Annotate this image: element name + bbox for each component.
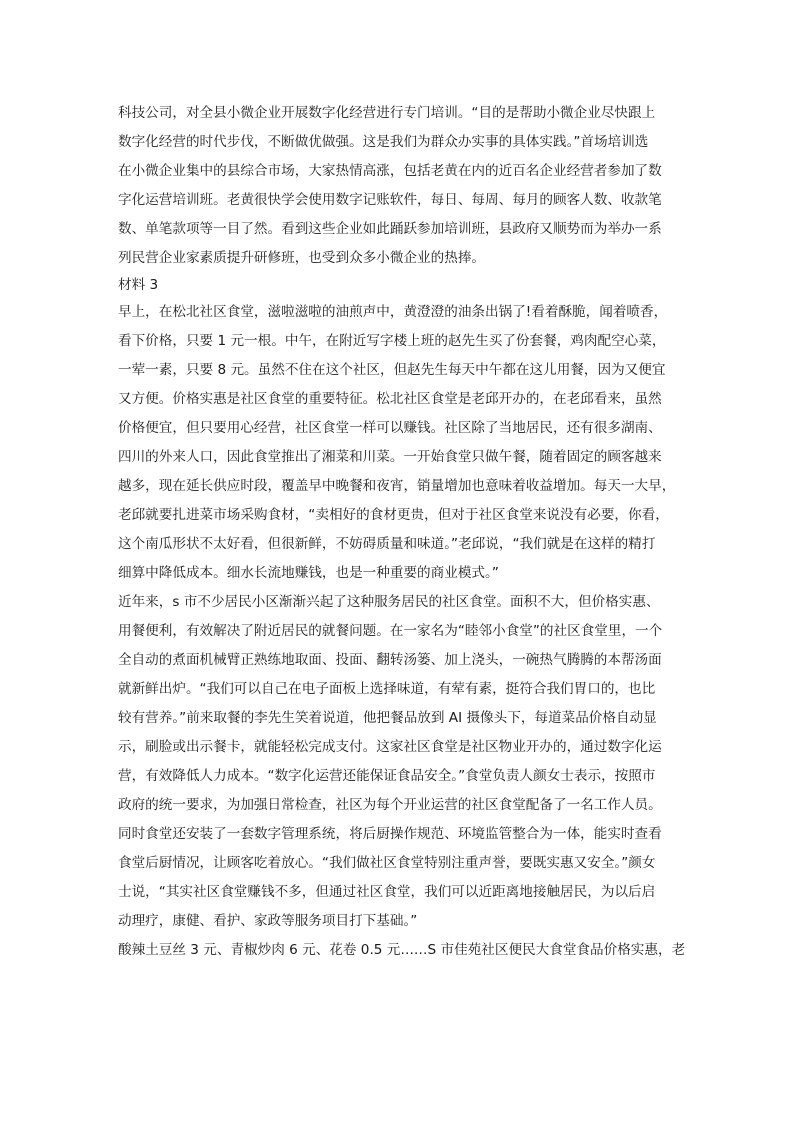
paragraph-line: 示，刷脸或出示餐卡，就能轻松完成支付。这家社区食堂是社区物业开办的，通过数字化运	[118, 739, 662, 755]
paragraph-line: 较有营养。”前来取餐的李先生笑着说道，他把餐品放到 AI 摄像头下，每道菜品价格自动显	[118, 710, 657, 726]
paragraph-line: 政府的统一要求，为加强日常检查，社区为每个开业运营的社区食堂配备了一名工作人员。	[118, 797, 662, 813]
paragraph-line: 四川的外来人口，因此食堂推出了湘菜和川菜。一开始食堂只做午餐，随着固定的顾客越来	[118, 449, 662, 465]
paragraph-line: 数字化经营的时代步伐，不断做优做强。这是我们为群众办实事的具体实践。”首场培训选	[118, 134, 649, 150]
paragraph-line: 一荤一素，只要 8 元。虽然不住在这个社区，但赵先生每天中午都在这儿用餐，因为又便宜	[118, 362, 666, 378]
paragraph-line: 细算中降低成本。细水长流地赚钱，也是一种重要的商业模式。”	[118, 565, 499, 581]
paragraph-line: 老邱就要扎进菜市场采购食材，“卖相好的食材更贵，但对于社区食堂来说没有必要，你看，	[118, 507, 669, 523]
section-heading: 材料 3	[118, 277, 159, 293]
paragraph-line: 就新鲜出炉。“我们可以自己在电子面板上选择味道，有荤有素，挺符合我们胃口的，也比	[118, 681, 656, 697]
paragraph-line: 营，有效降低人力成本。“数字化运营还能保证食品安全。”食堂负责人颜女士表示，按照市	[118, 768, 656, 784]
paragraph-line: 列民营企业家素质提升研修班，也受到众多小微企业的热捧。	[118, 250, 486, 266]
paragraph-line: 科技公司，对全县小微企业开展数字化经营进行专门培训。“目的是帮助小微企业尽快跟上	[118, 105, 656, 121]
paragraph-line: 酸辣土豆丝 3 元、青椒炒肉 6 元、花卷 0.5 元……S 市佳苑社区便民大食堂食品价格实惠，老	[118, 942, 686, 958]
paragraph-line: 同时食堂还安装了一套数字管理系统，将后厨操作规范、环境监管整合为一体，能实时查看	[118, 826, 662, 842]
paragraph-line: 这个南瓜形状不太好看，但很新鲜，不妨碍质量和味道。”老邱说，“我们就是在这样的精打	[118, 536, 656, 552]
paragraph-line: 又方便。价格实惠是社区食堂的重要特征。松北社区食堂是老邱开办的，在老邱看来，虽然	[118, 391, 662, 407]
paragraph-line: 在小微企业集中的县综合市场，大家热情高涨，包括老黄在内的近百名企业经营者参加了数	[118, 163, 662, 179]
paragraph-line: 字化运营培训班。老黄很快学会使用数字记账软件，每日、每周、每月的顾客人数、收款笔	[118, 192, 662, 208]
paragraph-line: 数、单笔款项等一目了然。看到这些企业如此踊跃参加培训班，县政府又顺势而为举办一系	[118, 221, 662, 237]
paragraph-line: 价格便宜，但只要用心经营，社区食堂一样可以赚钱。社区除了当地居民，还有很多湖南、	[118, 420, 662, 436]
paragraph-line: 近年来，s 市不少居民小区渐渐兴起了这种服务居民的社区食堂。面积不大，但价格实惠、	[118, 594, 660, 610]
paragraph-line: 士说，“其实社区食堂赚钱不多，但通过社区食堂，我们可以近距离地接触居民，为以后启	[118, 884, 656, 900]
paragraph-line: 越多，现在延长供应时段，覆盖早中晚餐和夜宵，销量增加也意味着收益增加。每天一大早，	[118, 478, 676, 494]
paragraph-line: 全自动的煮面机械臂正熟练地取面、投面、翻转汤篓、加上浇头，一碗热气腾腾的本帮汤面	[118, 652, 662, 668]
paragraph-line: 早上，在松北社区食堂，滋啦滋啦的油煎声中，黄澄澄的油条出锅了!看着酥脆，闻着喷香，	[118, 304, 668, 320]
paragraph-line: 用餐便利，有效解决了附近居民的就餐问题。在一家名为“睦邻小食堂”的社区食堂里，一个	[118, 623, 663, 639]
paragraph-line: 食堂后厨情况，让顾客吃着放心。“我们做社区食堂特别注重声誉，要既实惠又安全。”颜女	[118, 855, 656, 871]
paragraph-line: 动理疗，康健、看护、家政等服务项目打下基础。”	[118, 913, 418, 929]
paragraph-line: 看下价格，只要 1 元一根。中午，在附近写字楼上班的赵先生买了份套餐，鸡肉配空心菜，	[118, 333, 666, 349]
